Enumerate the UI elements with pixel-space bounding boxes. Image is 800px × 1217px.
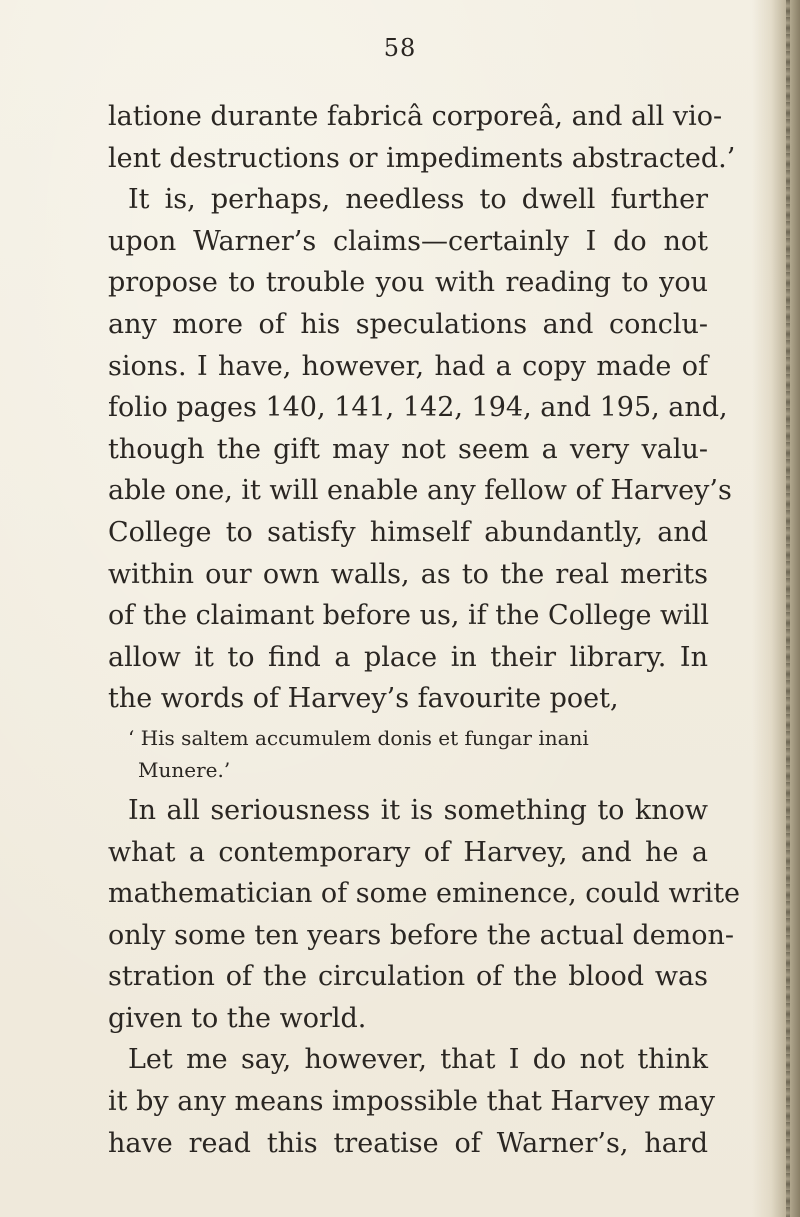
text-line: it by any means impossible that Harvey may	[108, 1086, 715, 1118]
text-line: folio pages 140, 141, 142, 194, and 195, and,	[108, 392, 728, 424]
quote-line: ‘ His saltem accumulem donis et fungar inani	[128, 725, 589, 750]
text-line: lent destructions or impediments abstracted.’	[108, 142, 736, 174]
text-line: It is, perhaps, needless to dwell further	[128, 184, 708, 216]
paragraphs-before-quote	[108, 96, 736, 720]
text-line: allow it to find a place in their library. In	[108, 641, 708, 673]
quote-line: Munere.’	[138, 757, 231, 782]
text-line: the words of Harvey’s favourite poet,	[108, 683, 619, 715]
text-line: any more of his speculations and conclu-	[108, 308, 708, 340]
text-line: what a contemporary of Harvey, and he a	[108, 836, 708, 868]
text-line: of the claimant before us, if the College will	[108, 600, 710, 632]
page-gutter-shadow	[752, 0, 800, 1217]
text-line: within our own walls, as to the real merits	[108, 558, 708, 590]
text-line: able one, it will enable any fellow of Harvey’s	[108, 475, 732, 507]
text-line: sions. I have, however, had a copy made of	[108, 350, 708, 382]
block-quotation	[108, 722, 708, 786]
page-number: 58	[383, 34, 417, 62]
paragraphs-after-quote	[108, 790, 741, 1164]
text-line: College to satisfy himself abundantly, and	[108, 516, 708, 548]
text-line: upon Warner’s claims—certainly I do not	[108, 225, 708, 257]
body-text	[108, 96, 741, 1164]
text-line: have read this treatise of Warner’s, hard	[108, 1127, 708, 1159]
text-line: given to the world.	[108, 1002, 367, 1034]
text-line: In all seriousness it is something to know	[128, 794, 708, 826]
text-line: mathematician of some eminence, could write	[108, 878, 741, 910]
text-line: latione durante fabricâ corporeâ, and all vio-	[108, 101, 723, 132]
text-line: only some ten years before the actual demon-	[108, 919, 735, 951]
text-line: stration of the circulation of the blood was	[108, 961, 708, 993]
text-line: though the gift may not seem a very valu-	[108, 433, 708, 465]
text-line: propose to trouble you with reading to you	[108, 267, 708, 299]
text-line: Let me say, however, that I do not think	[128, 1044, 708, 1076]
